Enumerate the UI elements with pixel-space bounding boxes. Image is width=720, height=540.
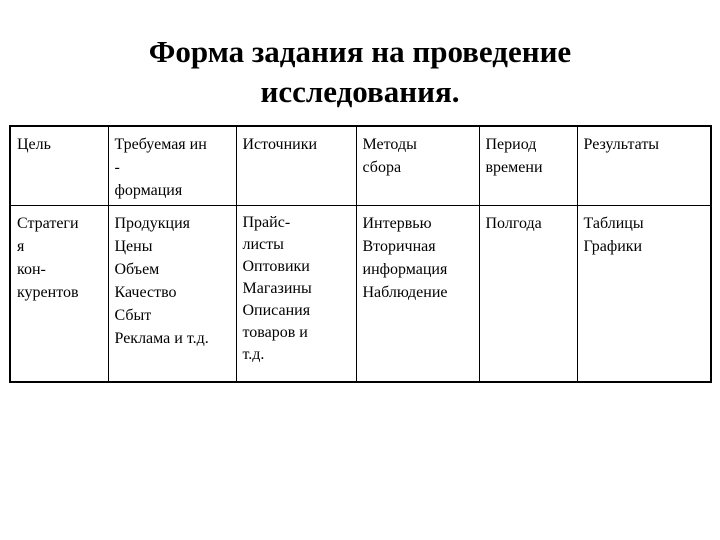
cell-line: Таблицы bbox=[583, 215, 644, 232]
header-cell-collection-methods bbox=[356, 126, 479, 206]
cell-line: Результаты bbox=[583, 136, 660, 153]
cell-line: товаров и bbox=[242, 324, 308, 341]
cell-line: я bbox=[17, 238, 25, 255]
cell-line: Цель bbox=[17, 136, 51, 153]
cell-line: Полгода bbox=[485, 215, 542, 232]
table-header-row bbox=[10, 126, 711, 206]
header-cell-sources bbox=[236, 126, 356, 206]
cell-line: кон- bbox=[17, 261, 46, 278]
cell-line: листы bbox=[242, 236, 284, 253]
table-row bbox=[10, 206, 711, 383]
cell-line: сбора bbox=[362, 159, 402, 176]
cell-required-info bbox=[108, 206, 236, 383]
slide-title-line-1: Форма задания на проведение bbox=[148, 34, 572, 69]
header-cell-required-info bbox=[108, 126, 236, 206]
cell-line: Реклама и т.д. bbox=[114, 330, 209, 347]
cell-time-period bbox=[479, 206, 577, 383]
cell-line: т.д. bbox=[242, 346, 265, 363]
cell-line: информация bbox=[362, 261, 448, 278]
header-cell-results bbox=[577, 126, 711, 206]
cell-line: Оптовики bbox=[242, 258, 310, 275]
cell-line: Методы bbox=[362, 136, 417, 153]
cell-line: Период bbox=[485, 136, 537, 153]
cell-line: курентов bbox=[17, 284, 79, 301]
cell-line: формация bbox=[114, 182, 183, 199]
cell-line: Объем bbox=[114, 261, 160, 278]
header-cell-time-period bbox=[479, 126, 577, 206]
cell-line: Требуемая ин bbox=[114, 136, 207, 153]
cell-line: Вторичная bbox=[362, 238, 436, 255]
cell-line: Источники bbox=[242, 136, 318, 153]
cell-line: Сбыт bbox=[114, 307, 152, 324]
slide-title bbox=[0, 32, 720, 112]
header-cell-goal bbox=[10, 126, 108, 206]
cell-line: Цены bbox=[114, 238, 153, 255]
cell-line: Графики bbox=[583, 238, 643, 255]
cell-line: Наблюдение bbox=[362, 284, 448, 301]
cell-line: Продукция bbox=[114, 215, 190, 232]
slide-title-line-2: исследования. bbox=[260, 74, 460, 109]
cell-sources bbox=[236, 206, 356, 383]
cell-line: времени bbox=[485, 159, 543, 176]
cell-goal bbox=[10, 206, 108, 383]
cell-line: Описания bbox=[242, 302, 311, 319]
cell-line: Интервью bbox=[362, 215, 432, 232]
research-assignment-table bbox=[9, 125, 712, 383]
cell-line: Стратеги bbox=[17, 215, 79, 232]
cell-results bbox=[577, 206, 711, 383]
cell-line: Прайс- bbox=[242, 214, 291, 231]
cell-line: - bbox=[114, 159, 120, 176]
cell-line: Качество bbox=[114, 284, 177, 301]
cell-collection-methods bbox=[356, 206, 479, 383]
cell-line: Магазины bbox=[242, 280, 312, 297]
